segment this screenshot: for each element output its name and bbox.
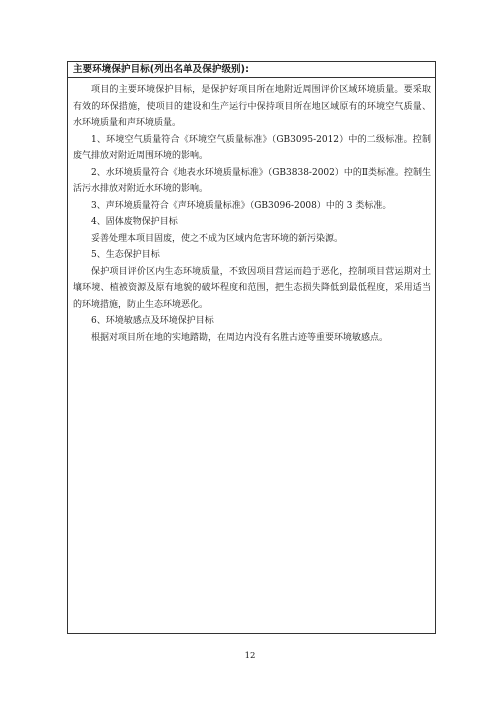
section-body <box>73 82 431 346</box>
page-number: 12 <box>244 651 256 661</box>
water-quality-paragraph: 2、水环境质量符合《地表水环境质量标准》（GB3838-2002）中的Ⅱ类标准。控制生活污水排放对附近水环境的影响。 <box>73 167 431 194</box>
solid-waste-heading: 4、固体废物保护目标 <box>91 217 178 227</box>
solid-waste-paragraph: 妥善处理本项目固废，使之不成为区域内危害环境的新污染源。 <box>91 233 344 244</box>
section-header-row <box>68 62 435 78</box>
section-title: 主要环境保护目标(列出名单及保护级别): <box>73 64 249 75</box>
ecology-paragraph: 保护项目评价区内生态环境质量，不致因项目营运而趋于恶化，控制项目营运期对土壤环境、植被资源及原有地貌的破坏程度和范围，把生态损失降低到最低程度，采用适当的环境措施，防止生态环境恶化。 <box>73 266 431 310</box>
air-quality-paragraph: 1、环境空气质量符合《环境空气质量标准》（GB3095-2012）中的二级标准。控制废气排放对附近周围环境的影响。 <box>73 134 431 161</box>
sensitive-points-heading: 6、环境敏感点及环境保护目标 <box>91 316 214 326</box>
form-table <box>67 61 436 634</box>
ecology-heading: 5、生态保护目标 <box>91 250 160 260</box>
noise-quality-paragraph: 3、声环境质量符合《声环境质量标准》（GB3096-2008）中的 3 类标准。 <box>91 200 392 211</box>
sensitive-points-paragraph: 根据对项目所在地的实地踏勘，在周边内没有名胜古迹等重要环境敏感点。 <box>91 332 389 343</box>
intro-paragraph: 项目的主要环境保护目标，是保护好项目所在地附近周围评价区域环境质量。要采取有效的环保措施，使项目的建设和生产运行中保持项目所在地区域原有的环境空气质量、水环境质量和声环境质量。 <box>73 85 431 128</box>
